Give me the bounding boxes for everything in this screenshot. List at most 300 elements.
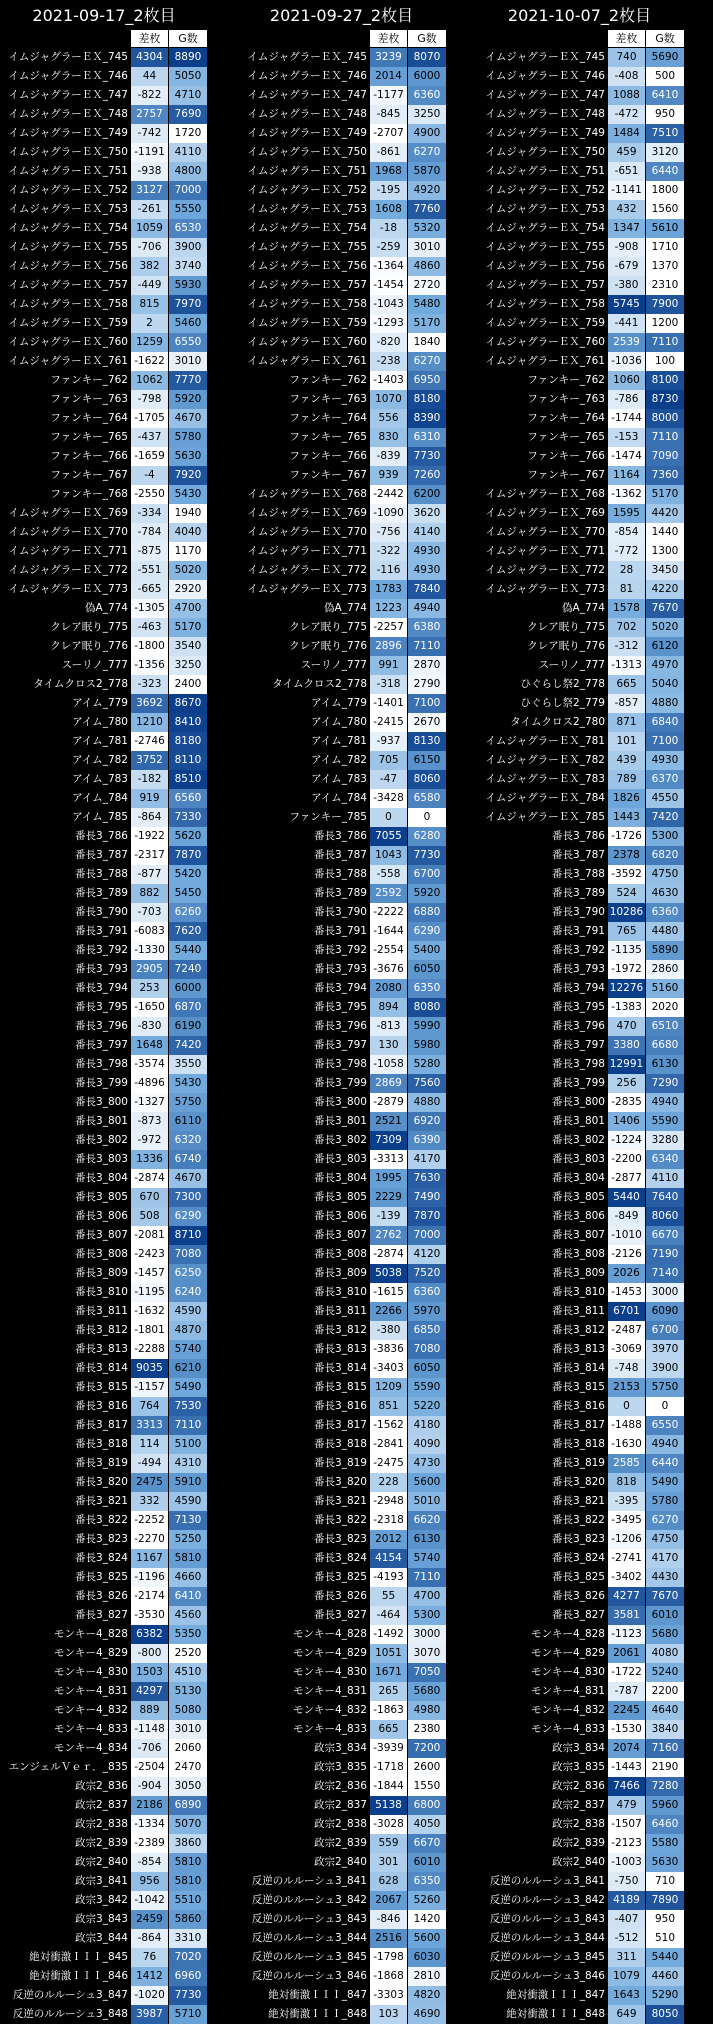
cell-gsu: 4220 <box>646 580 684 599</box>
cell-samai: -3836 <box>370 1340 407 1359</box>
cell-gsu: 6820 <box>646 846 684 865</box>
cell-gsu: 3620 <box>408 504 446 523</box>
row-label: イムジャグラーＥＸ_747 <box>485 89 605 101</box>
cell-samai: -449 <box>131 276 168 295</box>
cell-gsu: 5620 <box>169 827 207 846</box>
cell-gsu: 6960 <box>169 1967 207 1986</box>
cell-samai: 2869 <box>370 1074 407 1093</box>
panel-title: 2021-10-07_2枚目 <box>507 6 652 25</box>
cell-samai: -1922 <box>131 827 168 846</box>
row-label: 番長3_798 <box>314 1058 367 1070</box>
cell-gsu: 8890 <box>169 48 207 67</box>
cell-gsu: 8060 <box>408 770 446 789</box>
row-label: 番長3_805 <box>552 1191 605 1203</box>
row-label: イムジャグラーＥＸ_749 <box>8 127 128 139</box>
cell-gsu: 5020 <box>169 561 207 580</box>
header-gsu: G数 <box>408 30 446 47</box>
row-label: 番長3_822 <box>75 1514 128 1526</box>
cell-samai: -3495 <box>608 1511 645 1530</box>
cell-samai: 2585 <box>608 1454 645 1473</box>
row-label: 番長3_820 <box>552 1476 605 1488</box>
cell-samai: 1209 <box>370 1378 407 1397</box>
cell-samai: -2257 <box>370 618 407 637</box>
cell-gsu: 5590 <box>408 1378 446 1397</box>
cell-gsu: 5890 <box>646 941 684 960</box>
cell-gsu: 2860 <box>646 960 684 979</box>
cell-gsu: 5040 <box>646 675 684 694</box>
row-label: モンキー4_832 <box>54 1704 128 1716</box>
cell-gsu: 1440 <box>646 523 684 542</box>
cell-gsu: 4870 <box>169 1321 207 1340</box>
cell-samai: 2459 <box>131 1910 168 1929</box>
row-label: 番長3_815 <box>552 1381 605 1393</box>
cell-gsu: 5990 <box>408 1017 446 1036</box>
row-label: モンキー4_828 <box>54 1628 128 1640</box>
row-label: 番長3_803 <box>314 1153 367 1165</box>
cell-gsu: 7420 <box>169 1036 207 1055</box>
cell-samai: 3239 <box>370 48 407 67</box>
row-label: アイム_779 <box>72 697 128 709</box>
cell-samai: -1650 <box>131 998 168 1017</box>
row-label: 番長3_810 <box>552 1286 605 1298</box>
row-label: 番長3_786 <box>314 830 367 842</box>
cell-samai: -3069 <box>608 1340 645 1359</box>
header-gsu: G数 <box>646 30 684 47</box>
row-label: イムジャグラーＥＸ_759 <box>247 317 367 329</box>
row-label: イムジャグラーＥＸ_748 <box>485 108 605 120</box>
cell-gsu: 7770 <box>169 371 207 390</box>
row-label: イムジャグラーＥＸ_772 <box>247 564 367 576</box>
cell-samai: -1313 <box>608 656 645 675</box>
row-label: アイム_780 <box>311 716 367 728</box>
cell-samai: 2762 <box>370 1226 407 1245</box>
cell-gsu: 4590 <box>169 1492 207 1511</box>
cell-gsu: 5250 <box>169 1530 207 1549</box>
row-label: ファンキー_764 <box>289 412 367 424</box>
cell-gsu: 5100 <box>169 1435 207 1454</box>
cell-gsu: 7760 <box>408 200 446 219</box>
row-label: 番長3_789 <box>314 887 367 899</box>
cell-samai: 103 <box>370 2005 407 2024</box>
row-label: イムジャグラーＥＸ_751 <box>247 165 367 177</box>
row-label: 番長3_824 <box>75 1552 128 1564</box>
row-label: モンキー4_828 <box>531 1628 605 1640</box>
row-label: 番長3_826 <box>552 1590 605 1602</box>
row-label: 政宗2_840 <box>314 1856 367 1868</box>
cell-samai: -3402 <box>608 1568 645 1587</box>
cell-gsu: 5780 <box>169 428 207 447</box>
cell-samai: 1167 <box>131 1549 168 1568</box>
cell-gsu: 6880 <box>408 903 446 922</box>
cell-samai: -2504 <box>131 1758 168 1777</box>
cell-samai: -784 <box>131 523 168 542</box>
cell-gsu: 6320 <box>169 1131 207 1150</box>
cell-gsu: 6840 <box>646 713 684 732</box>
cell-gsu: 2920 <box>169 580 207 599</box>
cell-samai: -798 <box>131 390 168 409</box>
cell-gsu: 6410 <box>169 1587 207 1606</box>
cell-gsu: 5580 <box>646 1834 684 1853</box>
row-label: 番長3_816 <box>552 1400 605 1412</box>
cell-gsu: 2670 <box>408 713 446 732</box>
cell-samai: -463 <box>131 618 168 637</box>
cell-gsu: 6290 <box>408 922 446 941</box>
cell-samai: 1643 <box>608 1986 645 2005</box>
cell-samai: -1615 <box>370 1283 407 1302</box>
cell-gsu: 4690 <box>408 2005 446 2024</box>
row-label: モンキー4_830 <box>531 1666 605 1678</box>
row-label: 番長3_817 <box>75 1419 128 1431</box>
cell-gsu: 2060 <box>169 1739 207 1758</box>
cell-gsu: 5170 <box>408 314 446 333</box>
row-label: 番長3_788 <box>552 868 605 880</box>
cell-gsu: 8410 <box>169 713 207 732</box>
cell-samai: -1191 <box>131 143 168 162</box>
cell-samai: 311 <box>608 1948 645 1967</box>
cell-samai: -1141 <box>608 181 645 200</box>
cell-gsu: 4180 <box>408 1416 446 1435</box>
cell-gsu: 5440 <box>169 941 207 960</box>
cell-gsu: 6550 <box>169 333 207 352</box>
cell-samai: -2389 <box>131 1834 168 1853</box>
cell-gsu: 6270 <box>408 352 446 371</box>
cell-samai: 2186 <box>131 1796 168 1815</box>
cell-samai: 9035 <box>131 1359 168 1378</box>
cell-gsu: 5600 <box>408 1473 446 1492</box>
row-label: 番長3_823 <box>314 1533 367 1545</box>
row-label: 番長3_823 <box>75 1533 128 1545</box>
cell-samai: -706 <box>131 238 168 257</box>
row-label: イムジャグラーＥＸ_758 <box>8 298 128 310</box>
cell-samai: 81 <box>608 580 645 599</box>
row-label: モンキー4_833 <box>293 1723 367 1735</box>
row-label: 番長3_812 <box>552 1324 605 1336</box>
cell-samai: 1088 <box>608 86 645 105</box>
cell-samai: -312 <box>608 637 645 656</box>
cell-samai: -1798 <box>370 1948 407 1967</box>
row-label: 番長3_796 <box>314 1020 367 1032</box>
cell-samai: 851 <box>370 1397 407 1416</box>
cell-samai: 1062 <box>131 371 168 390</box>
cell-gsu: 6030 <box>408 1948 446 1967</box>
cell-gsu: 5320 <box>408 219 446 238</box>
cell-gsu: 6130 <box>408 1530 446 1549</box>
row-label: 番長3_821 <box>552 1495 605 1507</box>
cell-samai: -857 <box>608 694 645 713</box>
cell-gsu: 2190 <box>646 1758 684 1777</box>
row-label: モンキー4_832 <box>531 1704 605 1716</box>
row-label: クレア眠り_776 <box>527 640 605 652</box>
row-label: 番長3_789 <box>552 887 605 899</box>
cell-gsu: 6510 <box>646 1017 684 1036</box>
row-label: イムジャグラーＥＸ_750 <box>247 146 367 158</box>
row-label: 番長3_814 <box>314 1362 367 1374</box>
row-label: 番長3_818 <box>75 1438 128 1450</box>
cell-samai: -116 <box>370 561 407 580</box>
cell-gsu: 7520 <box>408 1264 446 1283</box>
cell-gsu: 7360 <box>646 466 684 485</box>
cell-gsu: 1720 <box>169 124 207 143</box>
cell-gsu: 7080 <box>408 1340 446 1359</box>
row-label: アイム_785 <box>72 811 128 823</box>
cell-gsu: 7300 <box>169 1188 207 1207</box>
row-label: イムジャグラーＥＸ_754 <box>485 222 605 234</box>
cell-gsu: 5710 <box>169 2005 207 2024</box>
cell-gsu: 7080 <box>169 1245 207 1264</box>
row-label: ファンキー_762 <box>50 374 128 386</box>
cell-gsu: 7420 <box>646 808 684 827</box>
row-label: 反逆のルルーシュ3_846 <box>489 1970 605 1982</box>
row-label: 番長3_815 <box>314 1381 367 1393</box>
row-label: 番長3_792 <box>552 944 605 956</box>
cell-samai: 5745 <box>608 295 645 314</box>
row-label: イムジャグラーＥＸ_753 <box>485 203 605 215</box>
cell-samai: 3692 <box>131 694 168 713</box>
cell-samai: -1507 <box>608 1815 645 1834</box>
row-label: 反逆のルルーシュ3_842 <box>251 1894 367 1906</box>
cell-samai: -512 <box>608 1929 645 1948</box>
cell-gsu: 6240 <box>169 1283 207 1302</box>
cell-gsu: 6460 <box>646 1815 684 1834</box>
row-label: イムジャグラーＥＸ_757 <box>485 279 605 291</box>
row-label: 番長3_824 <box>314 1552 367 1564</box>
cell-samai: 1079 <box>608 1967 645 1986</box>
cell-gsu: 1840 <box>408 333 446 352</box>
cell-gsu: 6110 <box>169 1112 207 1131</box>
row-label: モンキー4_828 <box>293 1628 367 1640</box>
cell-gsu: 5930 <box>169 276 207 295</box>
cell-gsu: 7620 <box>169 922 207 941</box>
cell-samai: 130 <box>370 1036 407 1055</box>
row-label: 政宗2_836 <box>75 1780 128 1792</box>
cell-samai: 2905 <box>131 960 168 979</box>
row-label: エンジェルＶｅｒ．_835 <box>8 1761 128 1773</box>
row-label: アイム_779 <box>311 697 367 709</box>
row-label: イムジャグラーＥＸ_750 <box>485 146 605 158</box>
row-label: クレア眠り_776 <box>289 640 367 652</box>
cell-samai: -854 <box>608 523 645 542</box>
cell-gsu: 7100 <box>408 694 446 713</box>
cell-samai: 439 <box>608 751 645 770</box>
row-label: 反逆のルルーシュ3_843 <box>489 1913 605 1925</box>
cell-samai: -2835 <box>608 1093 645 1112</box>
cell-samai: 2896 <box>370 637 407 656</box>
row-label: 反逆のルルーシュ3_842 <box>489 1894 605 1906</box>
cell-gsu: 4510 <box>169 1663 207 1682</box>
cell-samai: -1090 <box>370 504 407 523</box>
row-label: 番長3_814 <box>75 1362 128 1374</box>
cell-samai: -494 <box>131 1454 168 1473</box>
row-label: 番長3_809 <box>314 1267 367 1279</box>
cell-gsu: 2380 <box>408 1720 446 1739</box>
cell-samai: -1327 <box>131 1093 168 1112</box>
row-label: 番長3_797 <box>75 1039 128 1051</box>
row-label: 政宗2_836 <box>552 1780 605 1792</box>
cell-gsu: 6340 <box>646 1150 684 1169</box>
cell-samai: 479 <box>608 1796 645 1815</box>
row-label: ファンキー_764 <box>527 412 605 424</box>
row-label: イムジャグラーＥＸ_769 <box>247 507 367 519</box>
cell-samai: 2153 <box>608 1378 645 1397</box>
cell-gsu: 6920 <box>408 1112 446 1131</box>
row-label: イムジャグラーＥＸ_768 <box>247 488 367 500</box>
cell-gsu: 1560 <box>646 200 684 219</box>
cell-samai: -3028 <box>370 1815 407 1834</box>
row-label: 政宗2_837 <box>314 1799 367 1811</box>
cell-samai: -1457 <box>131 1264 168 1283</box>
cell-gsu: 6360 <box>408 86 446 105</box>
cell-gsu: 4940 <box>646 1435 684 1454</box>
cell-gsu: 3000 <box>408 1625 446 1644</box>
row-label: 番長3_789 <box>75 887 128 899</box>
row-label: 番長3_809 <box>552 1267 605 1279</box>
row-label: 番長3_812 <box>75 1324 128 1336</box>
cell-samai: -864 <box>131 808 168 827</box>
row-label: イムジャグラーＥＸ_746 <box>247 70 367 82</box>
cell-gsu: 4930 <box>408 542 446 561</box>
cell-samai: 4277 <box>608 1587 645 1606</box>
cell-gsu: 4170 <box>408 1150 446 1169</box>
row-label: イムジャグラーＥＸ_760 <box>8 336 128 348</box>
cell-gsu: 7870 <box>169 846 207 865</box>
cell-samai: -2252 <box>131 1511 168 1530</box>
cell-samai: -1801 <box>131 1321 168 1340</box>
cell-samai: 2026 <box>608 1264 645 1283</box>
row-label: イムジャグラーＥＸ_754 <box>8 222 128 234</box>
cell-gsu: 3000 <box>646 1283 684 1302</box>
cell-samai: 265 <box>370 1682 407 1701</box>
cell-gsu: 6410 <box>646 86 684 105</box>
cell-samai: -3403 <box>370 1359 407 1378</box>
cell-gsu: 8100 <box>646 371 684 390</box>
cell-gsu: 7670 <box>646 1587 684 1606</box>
row-label: 番長3_793 <box>314 963 367 975</box>
cell-samai: -4896 <box>131 1074 168 1093</box>
row-label: スーリノ_777 <box>538 659 605 671</box>
cell-gsu: 1200 <box>646 314 684 333</box>
row-label: 番長3_804 <box>552 1172 605 1184</box>
cell-samai: 818 <box>608 1473 645 1492</box>
row-label: イムジャグラーＥＸ_755 <box>247 241 367 253</box>
cell-samai: -854 <box>131 1853 168 1872</box>
cell-gsu: 5600 <box>408 1929 446 1948</box>
row-label: 番長3_819 <box>75 1457 128 1469</box>
cell-samai: 2061 <box>608 1644 645 1663</box>
cell-gsu: 5490 <box>646 1473 684 1492</box>
row-label: 番長3_824 <box>552 1552 605 1564</box>
row-label: モンキー4_831 <box>54 1685 128 1697</box>
cell-gsu: 8130 <box>408 732 446 751</box>
row-label: 番長3_825 <box>75 1571 128 1583</box>
row-label: 反逆のルルーシュ3_844 <box>489 1932 605 1944</box>
row-label: 番長3_800 <box>75 1096 128 1108</box>
cell-samai: -750 <box>608 1872 645 1891</box>
row-label: 番長3_792 <box>314 944 367 956</box>
row-label: イムジャグラーＥＸ_768 <box>485 488 605 500</box>
row-label: イムジャグラーＥＸ_745 <box>8 51 128 63</box>
cell-gsu: 7140 <box>646 1264 684 1283</box>
cell-gsu: 5980 <box>408 1036 446 1055</box>
row-label: 政宗3_841 <box>75 1875 128 1887</box>
row-label: 番長3_787 <box>552 849 605 861</box>
header-gsu: G数 <box>169 30 207 47</box>
cell-gsu: 5290 <box>646 1986 684 2005</box>
cell-samai: -839 <box>370 447 407 466</box>
cell-samai: -558 <box>370 865 407 884</box>
row-label: イムジャグラーＥＸ_750 <box>8 146 128 158</box>
row-label: 番長3_799 <box>314 1077 367 1089</box>
cell-gsu: 6680 <box>646 1036 684 1055</box>
row-label: イムジャグラーＥＸ_759 <box>8 317 128 329</box>
row-label: アイム_784 <box>311 792 367 804</box>
cell-gsu: 5300 <box>646 827 684 846</box>
cell-samai: 524 <box>608 884 645 903</box>
cell-gsu: 7110 <box>646 333 684 352</box>
cell-samai: 830 <box>370 428 407 447</box>
row-label: イムジャグラーＥＸ_770 <box>247 526 367 538</box>
cell-gsu: 3740 <box>169 257 207 276</box>
row-label: タイムクロス2_778 <box>272 678 367 690</box>
row-label: イムジャグラーＥＸ_756 <box>8 260 128 272</box>
cell-samai: 12276 <box>608 979 645 998</box>
cell-samai: -1058 <box>370 1055 407 1074</box>
cell-samai: -380 <box>370 1321 407 1340</box>
cell-gsu: 7260 <box>408 466 446 485</box>
cell-samai: -830 <box>131 1017 168 1036</box>
cell-samai: 76 <box>131 1948 168 1967</box>
cell-gsu: 5920 <box>408 884 446 903</box>
cell-samai: -259 <box>370 238 407 257</box>
cell-samai: 3380 <box>608 1036 645 1055</box>
cell-gsu: 7110 <box>408 1568 446 1587</box>
row-label: ひぐらし祭2_779 <box>520 697 605 709</box>
cell-gsu: 6700 <box>408 865 446 884</box>
row-label: 絶対衝激ＩＩＩ_847 <box>506 1989 605 2001</box>
cell-samai: -3530 <box>131 1606 168 1625</box>
row-label: 政宗3_834 <box>314 1742 367 1754</box>
cell-samai: -261 <box>131 200 168 219</box>
row-label: 番長3_821 <box>314 1495 367 1507</box>
row-label: イムジャグラーＥＸ_747 <box>8 89 128 101</box>
cell-gsu: 7200 <box>408 1739 446 1758</box>
cell-samai: 4154 <box>370 1549 407 1568</box>
cell-samai: 5138 <box>370 1796 407 1815</box>
cell-gsu: 7920 <box>169 466 207 485</box>
cell-samai: -679 <box>608 257 645 276</box>
cell-samai: -3592 <box>608 865 645 884</box>
row-label: 反逆のルルーシュ3_843 <box>251 1913 367 1925</box>
row-label: タイムクロス2_780 <box>510 716 605 728</box>
cell-samai: 702 <box>608 618 645 637</box>
cell-samai: 3127 <box>131 181 168 200</box>
cell-gsu: 4560 <box>169 1606 207 1625</box>
cell-gsu: 8050 <box>646 2005 684 2024</box>
cell-samai: -937 <box>370 732 407 751</box>
cell-gsu: 100 <box>646 352 684 371</box>
cell-samai: 1060 <box>608 371 645 390</box>
cell-gsu: 4940 <box>408 599 446 618</box>
cell-gsu: 1170 <box>169 542 207 561</box>
cell-samai: 1503 <box>131 1663 168 1682</box>
cell-samai: -772 <box>608 542 645 561</box>
cell-samai: -472 <box>608 105 645 124</box>
cell-samai: -706 <box>131 1739 168 1758</box>
cell-gsu: 7090 <box>646 447 684 466</box>
row-label: イムジャグラーＥＸ_745 <box>485 51 605 63</box>
cell-samai: 114 <box>131 1435 168 1454</box>
cell-samai: -1330 <box>131 941 168 960</box>
row-label: イムジャグラーＥＸ_758 <box>247 298 367 310</box>
